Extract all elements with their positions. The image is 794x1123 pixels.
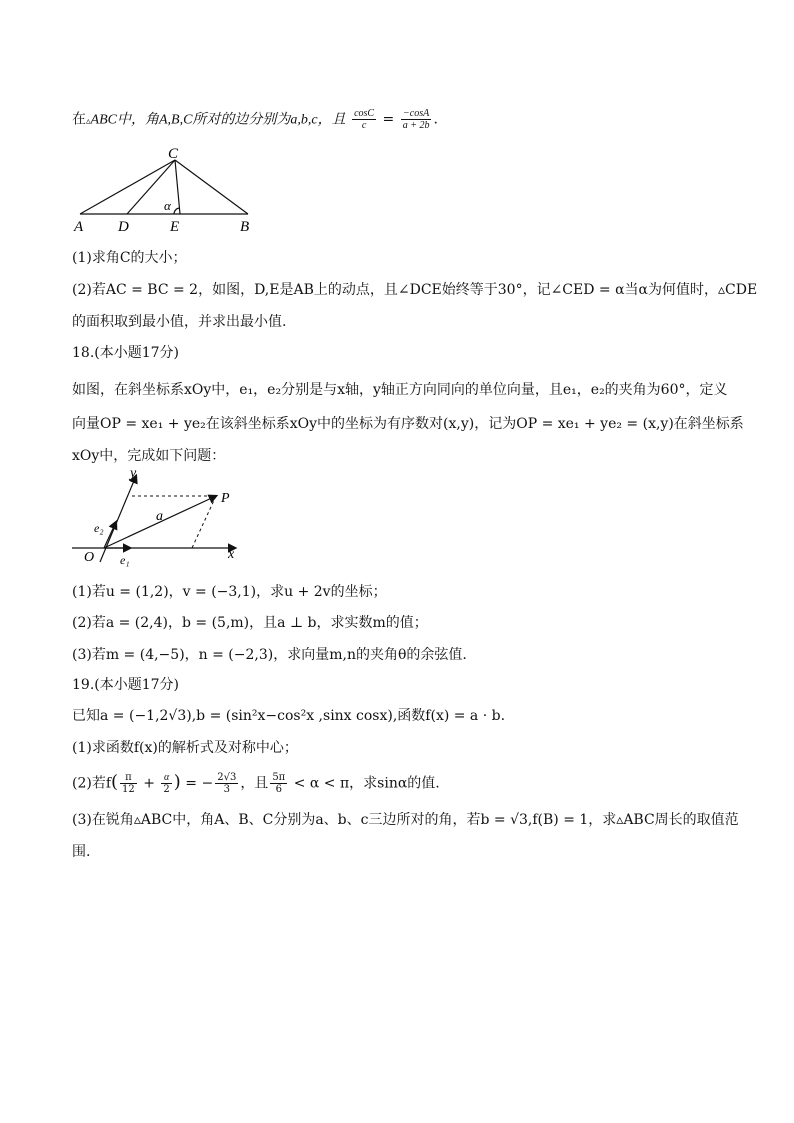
p18-question-2: (2)若a = (2,4)，b = (5,m)，且a ⊥ b，求实数m的值； (72, 615, 428, 631)
p17-question-2-line1: (2)若AC = BC = 2，如图，D,E是AB上的动点，且∠DCE始终等于30°，记∠CED = α当α为何值时，▵CDE (72, 282, 758, 298)
p17-question-2-line2: 的面积取到最小值，并求出最小值. (72, 314, 287, 330)
dashed-line-right (192, 496, 216, 548)
segment-AC (80, 160, 175, 214)
p19-question-3-line1: (3)在锐角▵ABC中，角A、B、C分别为a、b、c三边所对的角，若b = √3,f(B) = 1，求▵ABC周长的取值范 (72, 812, 739, 828)
label-P: P (221, 491, 230, 506)
p17-triangle-figure (70, 142, 270, 236)
p18-line1: 如图，在斜坐标系xOy中，e₁，e₂分别是与x轴，y轴正方向同向的单位向量，且e₁，e₂的夹角为60°，定义 (72, 382, 728, 398)
p18-line2: 向量OP = xe₁ + ye₂在该斜坐标系xOy中的坐标为有序数对(x,y)，记为OP = xe₁ + ye₂ = (x,y)在斜坐标系 (72, 416, 744, 432)
label-B: B (240, 219, 250, 235)
fraction-cosA-over-a2b: $\frac{-\cos A}{a + 2b}$ (402, 108, 430, 131)
fraction-pi-over-12: $\frac{\pi}{12}$ (122, 772, 135, 795)
p19-line1: 已知a = (−1,2√3),b = (sin²x−cos²x ,sinx cosx),函数f(x) = a · b. (72, 708, 506, 724)
y-axis (100, 476, 136, 562)
p19-question-2: (2)若f( $\frac{\pi}{12}$ + $\frac{\alpha}{2}$ ) = − $\frac{2√3}{3}$ ，且 $\frac{5\pi}{6}$ < α < π，求sinα的值. (72, 771, 440, 795)
vector-e2 (104, 522, 116, 548)
label-e1: e₁ (120, 553, 130, 567)
p19-question-1: (1)求函数f(x)的解析式及对称中心； (72, 740, 298, 756)
segment-CE (175, 160, 180, 214)
label-y: y (130, 466, 137, 481)
label-x: x (228, 547, 235, 562)
p18-oblique-coordinate-figure (70, 466, 250, 572)
p19-header: 19.(本小题17分) (72, 677, 180, 693)
p17-intro-prefix: 在 (72, 111, 86, 128)
label-e2: e₂ (94, 521, 104, 535)
label-vector-a: a (156, 509, 163, 524)
label-D: D (118, 219, 129, 235)
p17-intro-text: ABC中，角A,B,C所对的边分别为a,b,c，且 (90, 112, 346, 128)
equals-sign: = (378, 111, 399, 128)
fraction-alpha-over-2: $\frac{\alpha}{2}$ (163, 772, 170, 795)
label-alpha: α (164, 198, 171, 213)
angle-alpha-arc (174, 208, 180, 214)
p17-intro-end: . (433, 111, 438, 128)
label-E: E (170, 219, 180, 235)
triangle-symbol: ▵ (86, 116, 91, 127)
p17-question-1: (1)求角C的大小； (72, 250, 187, 266)
label-O: O (84, 550, 95, 565)
p17-intro (72, 108, 438, 132)
segment-CB (175, 160, 248, 214)
p18-header: 18.(本小题17分) (72, 345, 180, 361)
p19-question-3-line2: 围. (72, 844, 91, 860)
p18-line3: xOy中，完成如下问题： (72, 448, 226, 464)
fraction-cosC-over-c: $\frac{\cos C}{c}$ (354, 108, 375, 131)
label-A: A (74, 219, 84, 235)
fraction-2sqrt3-over-3: $\frac{2√3}{3}$ (217, 772, 237, 795)
label-C: C (168, 146, 179, 162)
p18-question-1: (1)若u = (1,2)，v = (−3,1)，求u + 2v的坐标； (72, 584, 387, 600)
fraction-5pi-over-6: $\frac{5\pi}{6}$ (272, 772, 286, 795)
p18-question-3: (3)若m = (4,−5)，n = (−2,3)，求向量m,n的夹角θ的余弦值. (72, 647, 467, 663)
